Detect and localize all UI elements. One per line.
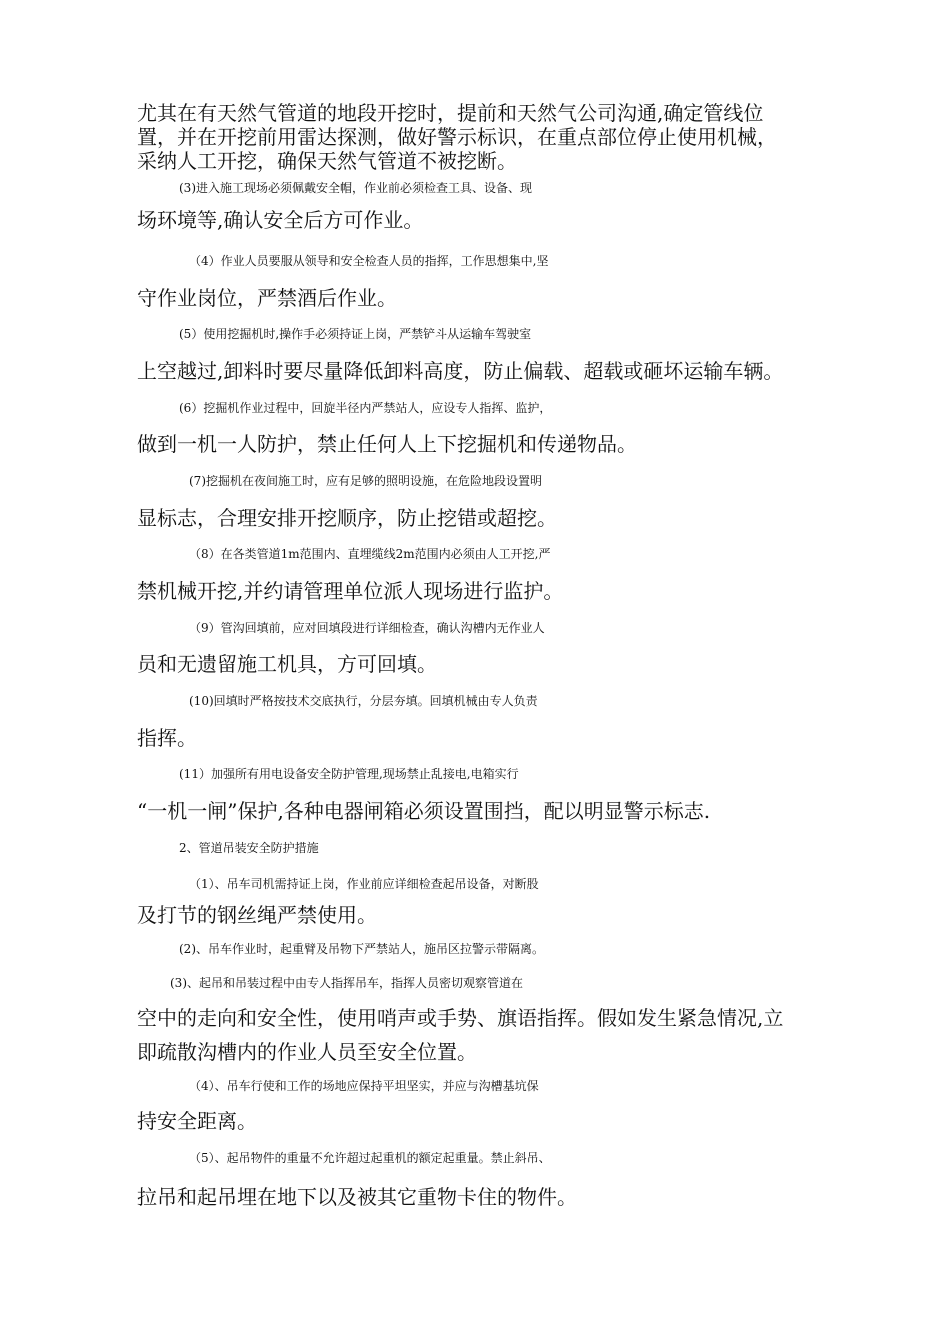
text-line: (10)回填时严格按技术交底执行，分层夯填。回填机械由专人负责 [189, 694, 538, 708]
text-line: （5）、起吊物件的重量不允许超过起重机的额定起重量。禁止斜吊、 [189, 1151, 551, 1165]
text-line: （9）管沟回填前，应对回填段进行详细检查，确认沟槽内无作业人 [189, 621, 545, 635]
text-line: (3)进入施工现场必须佩戴安全帽，作业前必须检查工具、设备、现 [179, 181, 533, 195]
section-heading: 2、管道吊装安全防护措施 [179, 841, 319, 855]
text-line: 员和无遗留施工机具，方可回填。 [137, 652, 437, 676]
text-line: 采纳人工开挖，确保天然气管道不被挖断。 [137, 149, 517, 173]
text-line: (5）使用挖掘机时,操作手必须持证上岗，严禁铲斗从运输车驾驶室 [179, 327, 532, 341]
text-line: 置，并在开挖前用雷达探测，做好警示标识，在重点部位停止使用机械， [137, 125, 777, 149]
text-line: “一机一闸”保护,各种电器闸箱必须设置围挡，配以明显警示标志. [137, 799, 711, 823]
text-line: 拉吊和起吊埋在地下以及被其它重物卡住的物件。 [137, 1185, 577, 1209]
text-line: 显标志，合理安排开挖顺序，防止挖错或超挖。 [137, 506, 557, 530]
text-line: (2)、吊车作业时，起重臂及吊物下严禁站人，施吊区拉警示带隔离。 [179, 942, 545, 956]
text-line: 上空越过,卸料时要尽量降低卸料高度，防止偏载、超载或砸坏运输车辆。 [137, 359, 784, 383]
text-line: 持安全距离。 [137, 1109, 257, 1133]
text-line: （1）、吊车司机需持证上岗，作业前应详细检查起吊设备，对断股 [189, 877, 539, 891]
text-line: (6）挖掘机作业过程中，回旋半径内严禁站人，应设专人指挥、监护， [179, 401, 552, 415]
text-line: （4）作业人员要服从领导和安全检查人员的指挥，工作思想集中,坚 [189, 254, 549, 268]
text-line: 守作业岗位，严禁酒后作业。 [137, 286, 397, 310]
text-line: (3)、起吊和吊装过程中由专人指挥吊车，指挥人员密切观察管道在 [170, 976, 524, 990]
text-line: （4）、吊车行使和工作的场地应保持平坦坚实，并应与沟槽基坑保 [189, 1079, 539, 1093]
text-line: 尤其在有天然气管道的地段开挖时，提前和天然气公司沟通,确定管线位 [137, 101, 764, 125]
text-line: 即疏散沟槽内的作业人员至安全位置。 [137, 1040, 477, 1064]
text-line: 空中的走向和安全性，使用哨声或手势、旗语指挥。假如发生紧急情况,立 [137, 1006, 784, 1030]
text-line: （8）在各类管道1m范围内、直埋缆线2m范围内必须由人工开挖,严 [189, 547, 551, 561]
text-line: (11）加强所有用电设备安全防护管理,现场禁止乱接电,电箱实行 [179, 767, 519, 781]
text-line: 场环境等,确认安全后方可作业。 [137, 208, 424, 232]
text-line: (7)挖掘机在夜间施工时，应有足够的照明设施，在危险地段设置明 [189, 474, 543, 488]
text-line: 指挥。 [137, 726, 197, 750]
text-line: 禁机械开挖,并约请管理单位派人现场进行监护。 [137, 579, 564, 603]
text-line: 做到一机一人防护，禁止任何人上下挖掘机和传递物品。 [137, 432, 637, 456]
text-line: 及打节的钢丝绳严禁使用。 [137, 903, 377, 927]
